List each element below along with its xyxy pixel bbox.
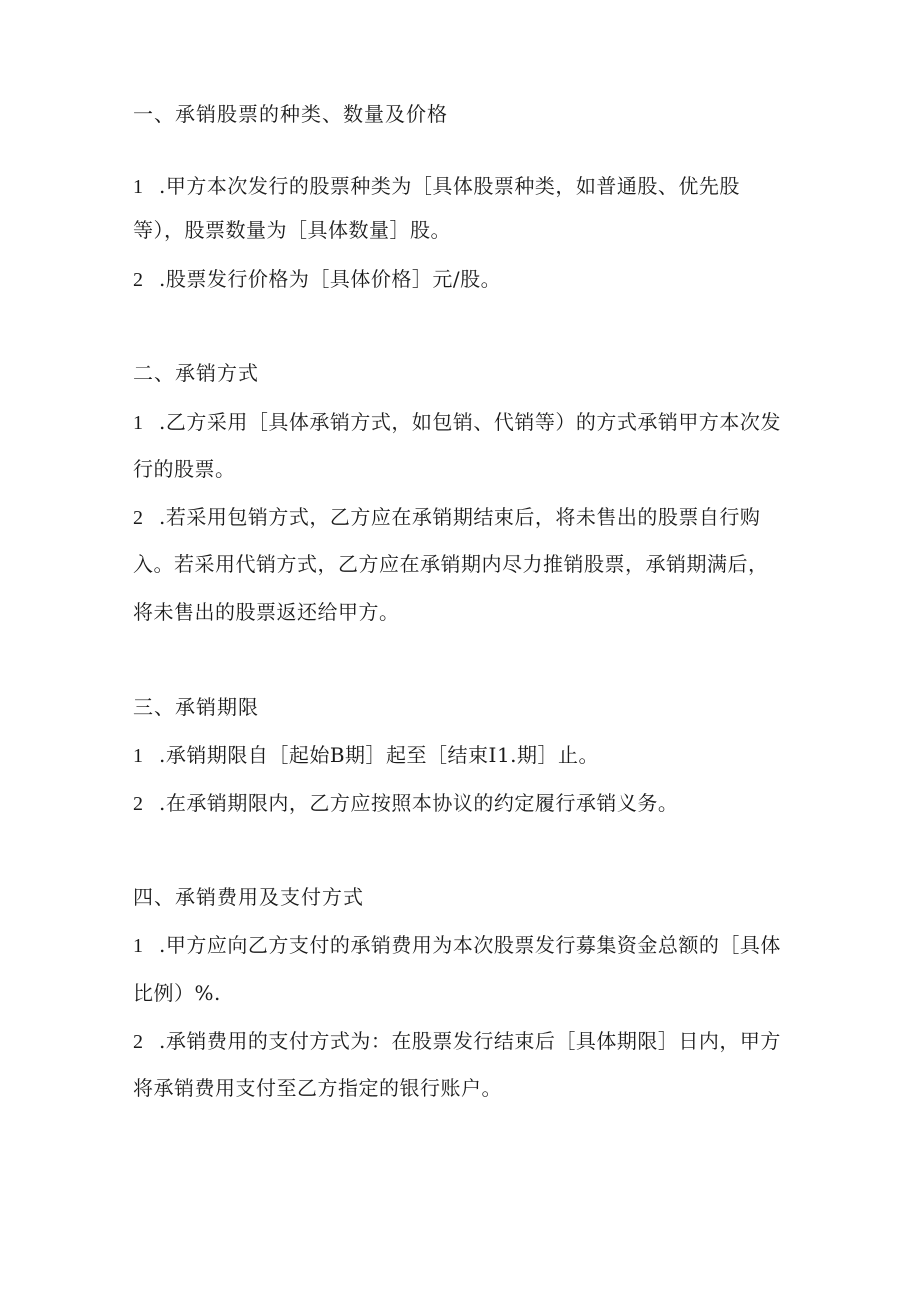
section-4-title: 四、承销费用及支付方式 — [133, 885, 364, 909]
item-number: 1 — [133, 935, 144, 957]
section-2-item-2-line-3: 将未售出的股票返还给甲方。 — [133, 600, 400, 624]
section-1-item-1-line-1: 1 .甲方本次发行的股票种类为［具体股票种类，如普通股、优先股 — [133, 172, 793, 201]
section-3-item-1-line-1: 1 .承销期限自［起始B期］起至［结束I1.期］止。 — [133, 741, 793, 770]
section-4-item-2-line-1: 2 .承销费用的支付方式为：在股票发行结束后［具体期限］日内，甲方 — [133, 1027, 793, 1056]
item-number: 2 — [133, 793, 144, 815]
item-number: 1 — [133, 745, 144, 767]
section-4-item-2-line-2: 将承销费用支付至乙方指定的银行账户。 — [133, 1076, 502, 1100]
section-2-item-1-line-1: 1 .乙方采用［具体承销方式，如包销、代销等）的方式承销甲方本次发 — [133, 408, 793, 437]
section-2-item-2-line-1: 2 .若采用包销方式，乙方应在承销期结束后，将未售出的股票自行购 — [133, 503, 793, 532]
item-number: 2 — [133, 507, 144, 529]
section-1-item-1-line-2: 等），股票数量为［具体数量］股。 — [133, 218, 451, 242]
section-2-title: 二、承销方式 — [133, 361, 259, 385]
section-2-item-2-line-2: 入。若采用代销方式，乙方应在承销期内尽力推销股票，承销期满后， — [133, 552, 769, 576]
section-4-item-1-line-1: 1 .甲方应向乙方支付的承销费用为本次股票发行募集资金总额的［具体 — [133, 931, 793, 960]
item-number: 2 — [133, 269, 144, 291]
section-4-item-1-line-2: 比例）%. — [133, 981, 221, 1005]
section-3-title: 三、承销期限 — [133, 695, 259, 719]
section-3-item-2-line-1: 2 .在承销期限内，乙方应按照本协议的约定履行承销义务。 — [133, 789, 793, 818]
item-number: 2 — [133, 1031, 144, 1053]
item-number: 1 — [133, 176, 144, 198]
section-1-title: 一、承销股票的种类、数量及价格 — [133, 102, 448, 126]
section-1-item-2-line-1: 2 .股票发行价格为［具体价格］元/股。 — [133, 265, 793, 294]
section-2-item-1-line-2: 行的股票。 — [133, 457, 236, 481]
item-number: 1 — [133, 412, 144, 434]
